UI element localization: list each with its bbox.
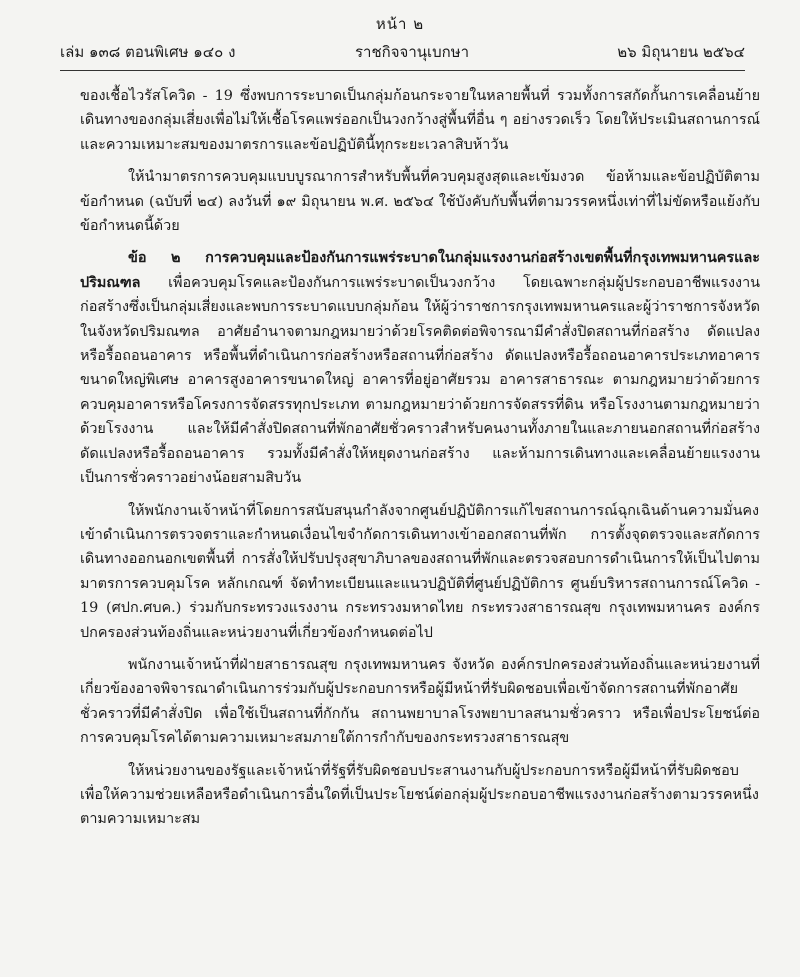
- volume-info: เล่ม ๑๓๘ ตอนพิเศษ ๑๔๐ ง: [60, 43, 236, 61]
- gazette-name: ราชกิจจานุเบกษา: [355, 43, 470, 61]
- header-divider: [60, 70, 745, 71]
- document-body: [80, 84, 760, 832]
- paragraph-officials: ให้พนักงานเจ้าหน้าที่โดยการสนับสนุนกำลังจากศูนย์ปฏิบัติการแก้ไขสถานการณ์ฉุกเฉินด้านความมั่นคง เข้าดำเนินการตรวจตราและกำหนดเงื่อนไขจำกัดการเดินทางเข้าออกสถานที่พัก การตั้งจุดตรวจและสกัดการเดินทางออกนอกเขตพื้นที่ การสั่งให้ปรับปรุงสุขาภิบาลของสถานที่พักและตรวจสอบการดำเนินการให้เป็นไปตามมาตรการควบคุมโรค หลักเกณฑ์ จัดทำทะเบียนและแนวปฏิบัติที่ศูนย์ปฏิบัติการ ศูนย์บริหารสถานการณ์โควิด - 19 (ศปก.ศบค.) ร่วมกับกระทรวงแรงงาน กระทรวงมหาดไทย กระทรวงสาธารณสุข กรุงเทพมหานคร องค์กรปกครองส่วนท้องถิ่นและหน่วยงานที่เกี่ยวข้องกำหนดต่อไป: [80, 502, 760, 641]
- paragraph-health-officers: พนักงานเจ้าหน้าที่ฝ่ายสาธารณสุข กรุงเทพมหานคร จังหวัด องค์กรปกครองส่วนท้องถิ่นและหน่วยงานที่เกี่ยวข้องอาจพิจารณาดำเนินการร่วมกับผู้ประกอบการหรือผู้มีหน้าที่รับผิดชอบเพื่อเข้าจัดการสถานที่พักอาศัยชั่วคราวที่มีคำสั่งปิด เพื่อใช้เป็นสถานที่กักกัน สถานพยาบาลโรงพยาบาลสนามชั่วคราว หรือเพื่อประโยชน์ต่อการควบคุมโรคได้ตามความเหมาะสมภายใต้การกำกับของกระทรวงสาธารณสุข: [80, 656, 760, 747]
- paragraph-continuation: ของเชื้อไวรัสโควิด - 19 ซึ่งพบการระบาดเป็นกลุ่มก้อนกระจายในหลายพื้นที่ รวมทั้งการสกัดกั้นการเคลื่อนย้ายเดินทางของกลุ่มเสี่ยงเพื่อไม่ให้เชื้อโรคแพร่ออกเป็นวงกว้างสู่พื้นที่อื่น ๆ อย่างรวดเร็ว โดยให้ประเมินสถานการณ์และความเหมาะสมของมาตรการและข้อปฏิบัตินี้ทุกระยะเวลาสิบห้าวัน: [80, 88, 760, 153]
- publication-date: ๒๖ มิถุนายน ๒๕๖๔: [617, 43, 745, 61]
- paragraph-measures: ให้นำมาตรการควบคุมแบบบูรณาการสำหรับพื้นที่ควบคุมสูงสุดและเข้มงวด ข้อห้ามและข้อปฏิบัติตามข้อกำหนด (ฉบับที่ ๒๔) ลงวันที่ ๑๙ มิถุนายน พ.ศ. ๒๕๖๔ ใช้บังคับกับพื้นที่ตามวรรคหนึ่งเท่าที่ไม่ขัดหรือแย้งกับข้อกำหนดนี้ด้วย: [80, 169, 760, 235]
- clause-2-text: เพื่อควบคุมโรคและป้องกันการแพร่ระบาดเป็นวงกว้าง โดยเฉพาะกลุ่มผู้ประกอบอาชีพแรงงานก่อสร้างซึ่งเป็นกลุ่มเสี่ยงและพบการระบาดแบบกลุ่มก้อน ให้ผู้ว่าราชการกรุงเทพมหานครและผู้ว่าราชการจังหวัดในจังหวัดปริมณฑล อาศัยอำนาจตามกฎหมายว่าด้วยโรคติดต่อพิจารณามีคำสั่งปิดสถานที่ก่อสร้าง ดัดแปลงหรือรื้อถอนอาคาร หรือพื้นที่ดำเนินการก่อสร้างหรือสถานที่ก่อสร้าง ดัดแปลงหรือรื้อถอนอาคารประเภทอาคารขนาดใหญ่พิเศษ อาคารสูงอาคารขนาดใหญ่ อาคารที่อยู่อาศัยรวม อาคารสาธารณะ ตามกฎหมายว่าด้วยการควบคุมอาคารหรือโครงการจัดสรรทุกประเภท ตามกฎหมายว่าด้วยการจัดสรรที่ดิน หรือโรงงานตามกฎหมายว่าด้วยโรงงาน และให้มีคำสั่งปิดสถานที่พักอาศัยชั่วคราวสำหรับคนงานทั้งภายในและภายนอกสถานที่ก่อสร้าง ดัดแปลงหรือรื้อถอนอาคาร รวมทั้งมีคำสั่งให้หยุดงานก่อสร้าง และห้ามการเดินทางและเคลื่อนย้ายแรงงาน เป็นการชั่วคราวอย่างน้อยสามสิบวัน: [80, 274, 760, 487]
- paragraph-clause-2: [80, 246, 760, 490]
- page-number: หน้า ๒: [375, 15, 425, 33]
- clause-2-heading: ข้อ ๒ การควบคุมและป้องกันการแพร่ระบาดในกลุ่มแรงงานก่อสร้างเขตพื้นที่กรุงเทพมหานครและปริมณฑล: [80, 249, 760, 291]
- paragraph-state-agencies: ให้หน่วยงานของรัฐและเจ้าหน้าที่รัฐที่รับผิดชอบประสานงานกับผู้ประกอบการหรือผู้มีหน้าที่รับผิดชอบเพื่อให้ความช่วยเหลือหรือดำเนินการอื่นใดที่เป็นประโยชน์ต่อกลุ่มผู้ประกอบอาชีพแรงงานก่อสร้างตามวรรคหนึ่งตามความเหมาะสม: [80, 762, 759, 828]
